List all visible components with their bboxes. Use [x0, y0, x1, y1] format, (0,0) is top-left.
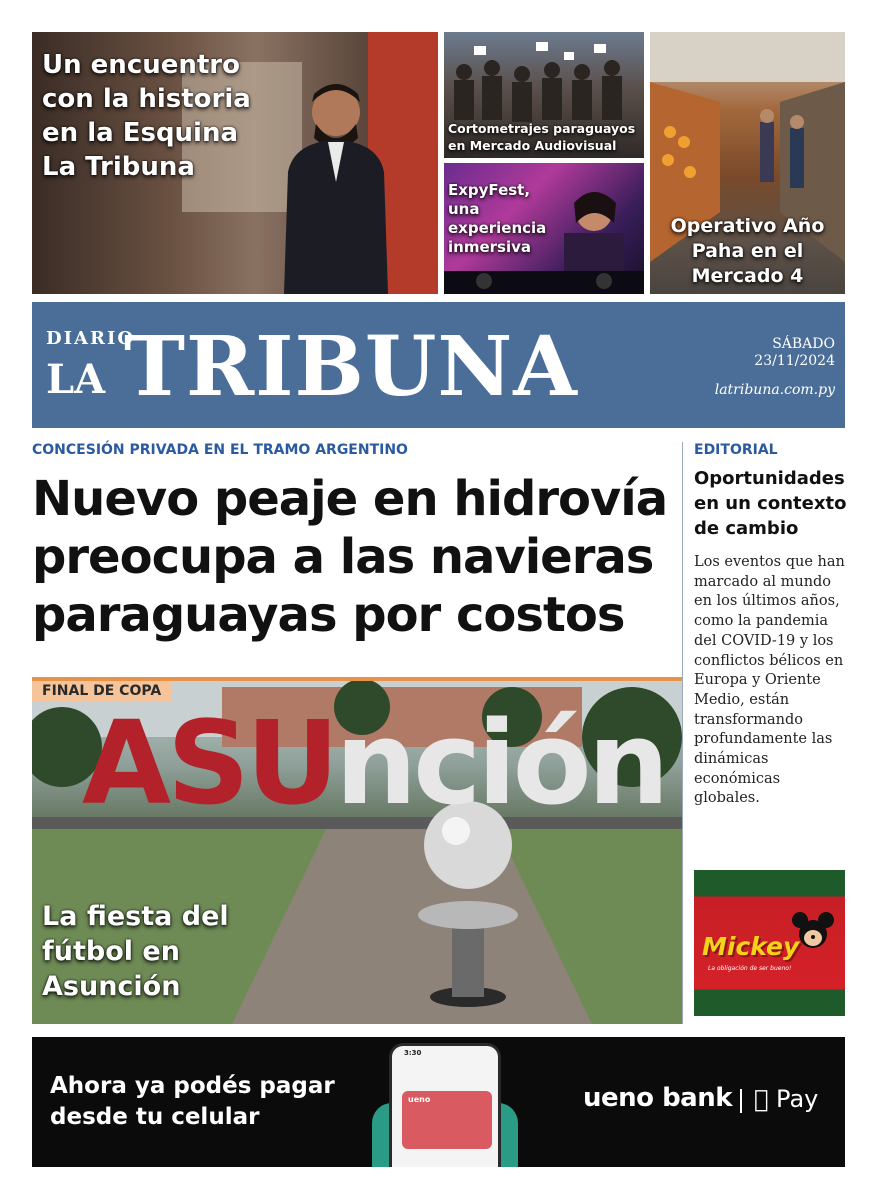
- promo-mercado-4[interactable]: [650, 32, 845, 294]
- promo-expyfest[interactable]: [444, 163, 644, 294]
- masthead-logo[interactable]: TRIBUNA: [124, 319, 578, 415]
- masthead: [32, 302, 845, 428]
- asuncion-sign-white: nción: [335, 697, 666, 831]
- apple-pay-logo: [754, 1085, 818, 1113]
- apple-logo-icon: [754, 1085, 768, 1113]
- main-story-headline[interactable]: Nuevo peaje en hidrovía preocupa a las navieras paraguayas por costos: [32, 471, 668, 643]
- phone-card-brand: ueno: [408, 1095, 431, 1104]
- masthead-date-value: 23/11/2024: [754, 353, 835, 369]
- ueno-bank-logo: ueno bank: [583, 1083, 733, 1113]
- masthead-la: LA: [46, 356, 106, 403]
- column-divider: [682, 442, 683, 1024]
- mickey-logo: Mickey: [702, 932, 800, 961]
- promo-1-title: Un encuentro con la historia en la Esquina La Tribuna: [42, 50, 251, 182]
- promo-3-title: ExpyFest, una experiencia inmersiva: [448, 181, 547, 256]
- copa-feature[interactable]: [32, 677, 683, 1024]
- ueno-bank-ad[interactable]: [32, 1037, 845, 1167]
- masthead-website[interactable]: latribuna.com.py: [714, 382, 835, 398]
- copa-caption: La fiesta del fútbol en Asunción: [42, 901, 229, 1002]
- masthead-date: [754, 336, 835, 370]
- editorial-label: EDITORIAL: [694, 442, 778, 458]
- speaker-figure: [254, 72, 404, 294]
- ueno-ad-line-1: Ahora ya podés pagar: [50, 1073, 335, 1099]
- apple-pay-label: Pay: [754, 1085, 797, 1113]
- masthead-diario: DIARIO: [46, 328, 136, 349]
- ueno-ad-line-2: desde tu celular: [50, 1104, 260, 1130]
- masthead-weekday: SÁBADO: [772, 336, 835, 352]
- asuncion-sign-red: ASU: [82, 697, 336, 831]
- promo-cortometrajes[interactable]: [444, 32, 644, 158]
- ueno-ad-text: [50, 1071, 335, 1133]
- editorial-title[interactable]: Oportunidades en un contexto de cambio: [694, 468, 847, 539]
- phone-clock: 3:30: [404, 1049, 422, 1057]
- mickey-slogan: La obligación de ser bueno!: [708, 965, 792, 972]
- copa-tag: FINAL DE COPA: [32, 681, 171, 701]
- asuncion-sign: [82, 697, 666, 831]
- promo-2-title: Cortometrajes paraguayos en Mercado Audiovisual: [448, 121, 636, 153]
- logo-separator: [740, 1089, 742, 1113]
- promo-4-title: Operativo Año Paha en el Mercado 4: [670, 215, 825, 287]
- mickey-ad[interactable]: [694, 870, 845, 1016]
- promo-esquina-la-tribuna[interactable]: [32, 32, 438, 294]
- editorial-body: Los eventos que han marcado al mundo en los últimos años, como la pandemia del COVID-19 y los conflictos bélicos en Europa y Oriente Medio, están transformando profundamente las dinámicas económicas globales.: [694, 554, 845, 807]
- main-story-kicker: CONCESIÓN PRIVADA EN EL TRAMO ARGENTINO: [32, 442, 408, 458]
